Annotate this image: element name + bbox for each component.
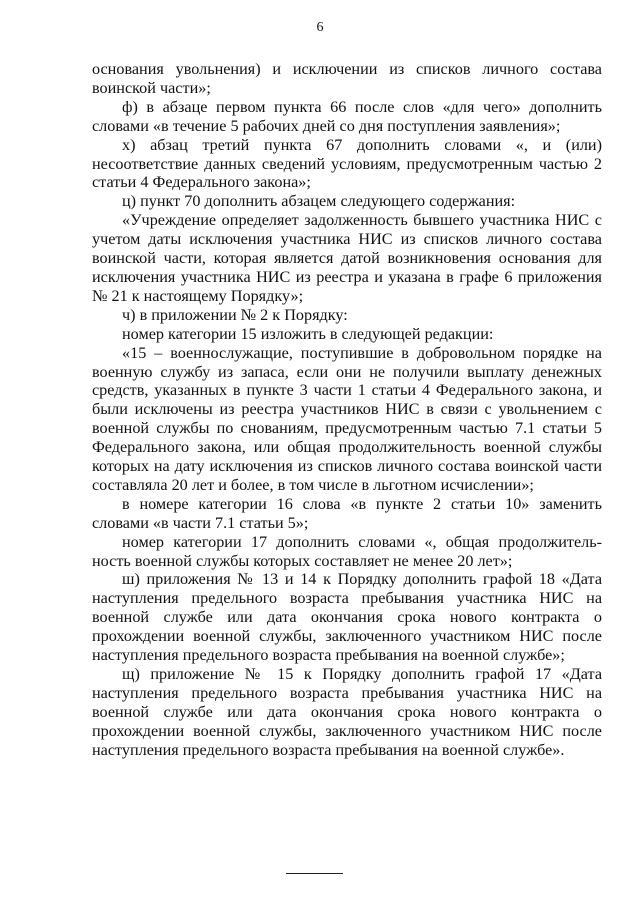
paragraph-item-ch-category-15: номер категории 15 изложить в следующей редакции: xyxy=(122,324,494,343)
paragraph-item-ch-category-15-quote: «15 – военнослужащие, поступившие в добровольном порядке на военную службу из запаса, если они не получили выплату денежных средств, указанных в пункте 3 части 1 статьи 4 Федерального закона, и были исключены из реестра участников НИС в связи с увольнением с военной службы по снованиям, предусмотренным частью 7.1 статьи 5 Федерального закона, или общая продолжительность военной службы которых на дату исключения из списков личного состава воинской части составляла 20 лет и более, в том числе в льготном исчислении»; xyxy=(92,343,602,494)
paragraph-continuation: основания увольнения) и исключении из списков личного состава воинской части»; xyxy=(92,60,602,97)
paragraph-item-kh: х) абзац третий пункта 67 дополнить словами «, и (или) несоответствие данных сведений условиям, предусмотренным частью 2 статьи 4 Федерального закона»; xyxy=(92,135,602,192)
paragraph-item-ts: ц) пункт 70 дополнить абзацем следующего содержания: xyxy=(122,192,516,211)
paragraph-item-ts-quote: «Учреждение определяет задолженность бывшего участника НИС с учетом даты исключения участника НИС из списков личного состава воинской части, которая является датой возникновения основания для исключения участника НИС из реестра и указана в графе 6 приложения № 21 к настоящему Порядку»; xyxy=(92,211,602,305)
page-number: 6 xyxy=(316,20,324,35)
paragraph-item-ch: ч) в приложении № 2 к Порядку: xyxy=(122,305,348,324)
paragraph-item-ch-category-16: в номере категории 16 слова «в пункте 2 статьи 10» заменить словами «в части 7.1 статьи 5»; xyxy=(92,494,602,532)
end-of-text-rule xyxy=(286,873,343,874)
paragraph-item-shch: щ) приложение № 15 к Порядку дополнить графой 17 «Дата наступления предельного возраста пребывания участника НИС на военной службе или дата окончания срока нового контракта о прохождении военной службы, заключенного участником НИС после наступления предельного возраста пребывания на военной службе». xyxy=(92,665,602,759)
paragraph-item-f: ф) в абзаце первом пункта 66 после слов «для чего» дополнить словами «в течение 5 рабочих дней со дня поступления заявления»; xyxy=(92,97,602,135)
document-body xyxy=(92,60,602,760)
paragraph-item-sh: ш) приложения № 13 и 14 к Порядку дополнить графой 18 «Дата наступления предельного возраста пребывания участника НИС на военной службе или дата окончания срока нового контракта о прохождении военной службы, заключенного участником НИС после наступления предельного возраста пребывания на военной службе»; xyxy=(92,570,602,665)
paragraph-item-ch-category-17: номер категории 17 дополнить словами «, общая продолжитель-ность военной службы которых составляет не менее 20 лет»; xyxy=(92,532,602,570)
